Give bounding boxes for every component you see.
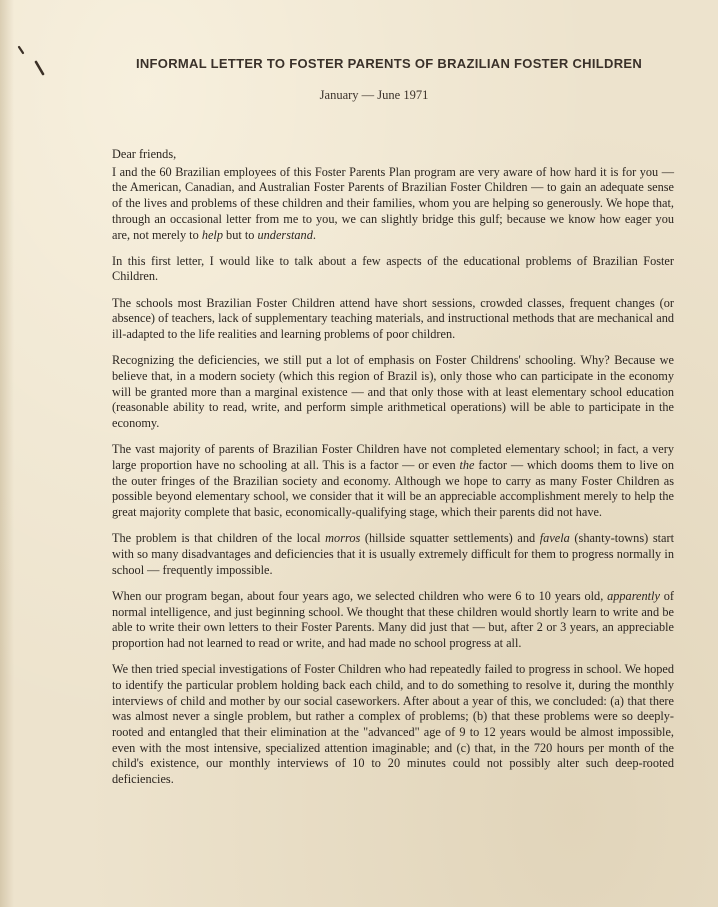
paragraph-7 [112, 589, 674, 652]
paragraph-6-text-b: (hillside squatter settlements) and [360, 531, 540, 546]
paragraph-8: We then tried special investigations of Foster Children who had repeatedly failed to progress in school. We hoped to identify the particular problem holding back each child, and to do something to resolve it, during the monthly interviews of child and mother by our social caseworkers. After about a year of this, we concluded: (a) that there was almost never a single problem, but rather a complex of problems; (b) that these problems were so deeply-rooted and entangled that their elimination at the "advanced" age of 9 to 12 years would be almost impossible, even with the most intensive, specialized attention imaginable; and (c) that, in the 720 hours per month of the child's existence, our monthly interviews of 10 to 20 minutes could not possibly alter such deep-rooted deficiencies. [112, 662, 674, 787]
paper-edge-shadow [0, 0, 14, 907]
paragraph-1-text-b: but to [222, 227, 258, 242]
paragraph-5-text-a: The vast majority of parents of Brazilian Foster Children have not completed elementary school; in fact, a very large proportion have no schooling at all. This is a factor — or even [112, 442, 674, 472]
salutation: Dear friends, [112, 147, 177, 161]
emphasis-morros: morros [325, 531, 361, 546]
paragraph-1-text-a: I and the 60 Brazilian employees of this Foster Parents Plan program are very aware of how hard it is for you — the American, Canadian, and Australian Foster Parents of Brazilian Foster Children — to gain an adequate sense of the lives and problems of these children and their families, whom you are helping so generously. We hope that, through an occasional letter from me to you, we can slightly bridge this gulf; because we know how eager you are, not merely to [112, 164, 674, 242]
letter-title: INFORMAL LETTER TO FOSTER PARENTS OF BRAZILIAN FOSTER CHILDREN [135, 56, 643, 71]
paragraph-6-text-a: The problem is that children of the local [112, 531, 326, 546]
paragraph-7-text-a: When our program began, about four years ago, we selected children who were 6 to 10 years old, [112, 588, 608, 603]
emphasis-apparently: apparently [607, 588, 660, 603]
letter-body [112, 147, 674, 798]
paragraph-1 [112, 165, 674, 244]
letter-date: January — June 1971 [319, 88, 429, 102]
emphasis-the: the [459, 457, 475, 472]
paragraph-6 [112, 531, 674, 578]
paragraph-2: In this first letter, I would like to talk about a few aspects of the educational problems of Brazilian Foster Children. [112, 253, 674, 284]
paragraph-3: The schools most Brazilian Foster Children attend have short sessions, crowded classes, frequent changes (or absence) of teachers, lack of supplementary teaching materials, and instructional methods that are mechanical and ill-adapted to the life realities and learning problems of poor children. [112, 295, 674, 342]
paragraph-5 [112, 442, 674, 521]
emphasis-help: help [201, 227, 223, 242]
emphasis-favela: favela [539, 531, 570, 546]
emphasis-understand: understand [257, 227, 313, 242]
paragraph-5-text-b: factor — which dooms them to live on the outer fringes of the Brazilian society and economy. Although we hope to carry as many Foster Children as possible beyond elementary school, we consider that it will be an appreciable accomplishment merely to help the great majority complete that basic, economically-qualifying stage, which their parents did not have. [112, 457, 674, 520]
paragraph-6-text-c: (shanty-towns) start with so many disadvantages and deficiencies that it is usually extremely difficult for them to progress normally in school — frequently impossible. [112, 531, 674, 577]
paragraph-7-text-b: of normal intelligence, and just beginning school. We thought that these children would shortly learn to write and be able to write their own letters to their Foster Parents. Many did just that — but, after 2 or 3 years, an appreciable proportion had not learned to read or write, and had made no school progress at all. [112, 588, 674, 650]
paragraph-4: Recognizing the deficiencies, we still put a lot of emphasis on Foster Childrens' schooling. Why? Because we believe that, in a modern society (which this region of Brazil is), only those who can participate in the economy will be granted more than a marginal existence — and that only those with at least elementary school education (reasonable ability to read, write, and perform simple arithmetical operations) will be able to participate in the economy. [112, 353, 674, 431]
paragraph-1-text-c: . [312, 227, 316, 242]
